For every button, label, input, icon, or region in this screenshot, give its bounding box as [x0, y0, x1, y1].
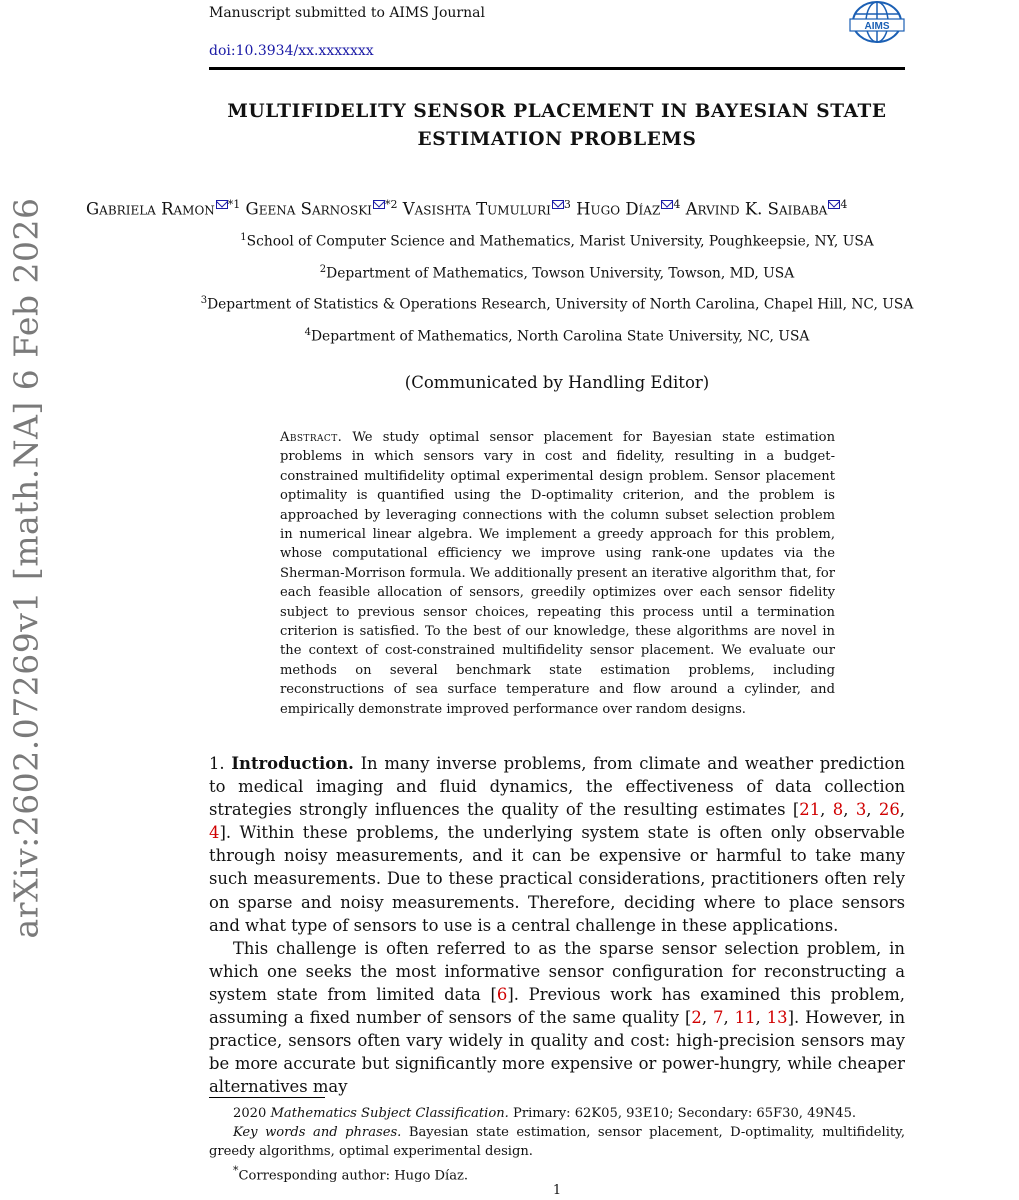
journal-name: Manuscript submitted to AIMS Journal [209, 5, 485, 21]
citation-link[interactable]: 11 [734, 1008, 756, 1028]
section-number: 1. [209, 754, 225, 773]
arxiv-sidebar [0, 0, 52, 1200]
abstract-label: Abstract. [280, 430, 343, 445]
email-icon[interactable] [216, 200, 228, 209]
affiliation: $^2$Department of Mathematics, Towson University, Towson, MD, USA [319, 264, 795, 282]
affiliation: $^3$Department of Statistics & Operations Research, University of North Carolina, Chapel Hill, NC, USA [200, 295, 914, 313]
doi-link[interactable]: doi:10.3934/xx.xxxxxxx [209, 43, 374, 59]
author-name: Gabriela Ramon [86, 199, 215, 219]
citation-link[interactable]: 3 [855, 800, 867, 820]
email-icon[interactable] [373, 200, 385, 209]
citation-link[interactable]: 2 [691, 1008, 702, 1028]
citation-link[interactable]: 8 [832, 800, 844, 820]
arxiv-id[interactable]: arXiv:2602.07269v1 [math.NA] 6 Feb 2026 [6, 197, 46, 939]
email-icon[interactable] [661, 200, 673, 209]
author-mark: 4 [673, 198, 681, 211]
email-icon[interactable] [552, 200, 564, 209]
aims-logo [846, 0, 908, 54]
footnotes [209, 1104, 905, 1185]
introduction [209, 752, 905, 1098]
citation-link[interactable]: 26 [878, 800, 900, 820]
citation-link[interactable]: 6 [496, 984, 508, 1004]
author-name: Arvind K. Saibaba [685, 199, 828, 219]
paper-title [209, 98, 905, 154]
title-line-2: ESTIMATION PROBLEMS [417, 129, 697, 150]
abstract [280, 428, 835, 719]
section-title: Introduction. [231, 754, 354, 773]
affiliation: $^1$School of Computer Science and Mathematics, Marist University, Poughkeepsie, NY, USA [240, 232, 874, 250]
header-rule [209, 67, 905, 70]
author-mark: *2 [384, 198, 398, 211]
author-mark: 3 [563, 198, 571, 211]
page-number: 1 [552, 1183, 562, 1198]
intro-paragraph-1: 1. Introduction. In many inverse problems, from climate and weather prediction to medical imaging and fluid dynamics, the effectiveness of data collection strategies strongly influences the quality of the resulting estimates [21, 8, 3, 26, 4]. Within these problems, the underlying system state is often only observable through noisy measurements, and it can be expensive or harmful to take many such measurements. Due to these practical considerations, practitioners often rely on sparse and noisy measurements. Therefore, deciding where to place sensors and what type of sensors to use is a central challenge in these applications. [209, 754, 905, 935]
citation-link[interactable]: 21 [799, 800, 821, 820]
abstract-text: We study optimal sensor placement for Bayesian state estimation problems in which sensors vary in cost and fidelity, resulting in a budget-constrained multifidelity optimal experimental design problem. Sensor placement optimality is quantified using the D-optimality criterion, and the problem is approached by leveraging connections with the column subset selection problem in numerical linear algebra. We implement a greedy approach for this problem, whose computational efficiency we improve using rank-one updates via the Sherman-Morrison formula. We additionally present an iterative algorithm that, for each feasible allocation of sensors, greedily optimizes over each sensor fidelity subject to previous sensor choices, repeating this process until a termination criterion is satisfied. To the best of our knowledge, these algorithms are novel in the context of cost-constrained multifidelity sensor placement. We evaluate our methods on several benchmark state estimation problems, including reconstructions of sea surface temperature and flow around a cylinder, and empirically demonstrate improved performance over random designs. [280, 430, 835, 717]
citation-link[interactable]: 13 [766, 1008, 788, 1028]
msc-footnote: 2020 Mathematics Subject Classification. Primary: 62K05, 93E10; Secondary: 65F30, 49N45. [233, 1106, 857, 1121]
author-name: Vasishta Tumuluri [402, 199, 551, 219]
communicated-by: (Communicated by Handling Editor) [404, 373, 710, 392]
footnote-rule [209, 1097, 325, 1098]
logo-text: AIMS [864, 21, 890, 32]
affiliation: $^4$Department of Mathematics, North Carolina State University, NC, USA [304, 327, 810, 345]
author-name: Hugo Díaz [576, 199, 661, 219]
intro-paragraph-2: This challenge is often referred to as the sparse sensor selection problem, in which one seeks the most informative sensor configuration for reconstructing a system state from limited data [6]. Previous work has examined this problem, assuming a fixed number of sensors of the same quality [2, 7, 11, 13]. However, in practice, sensors often vary widely in quality and cost: high-precision sensors may be more accurate but significantly more expensive or power-hungry, while cheaper alternatives may [209, 938, 906, 1097]
citation-link[interactable]: 7 [713, 1008, 724, 1028]
email-icon[interactable] [828, 200, 840, 209]
author-name: Geena Sarnoski [245, 199, 372, 219]
author-mark: *1 [227, 198, 241, 211]
author-list [60, 198, 1019, 219]
corresponding-footnote: *Corresponding author: Hugo Díaz. [233, 1164, 469, 1184]
citation-link[interactable]: 4 [209, 823, 220, 843]
author-mark: 4 [840, 198, 848, 211]
keywords-footnote: Key words and phrases. Bayesian state estimation, sensor placement, D-optimality, multifidelity, greedy algorithms, optimal experimental design. [209, 1125, 905, 1159]
title-line-1: MULTIFIDELITY SENSOR PLACEMENT IN BAYESIAN STATE [227, 101, 887, 122]
